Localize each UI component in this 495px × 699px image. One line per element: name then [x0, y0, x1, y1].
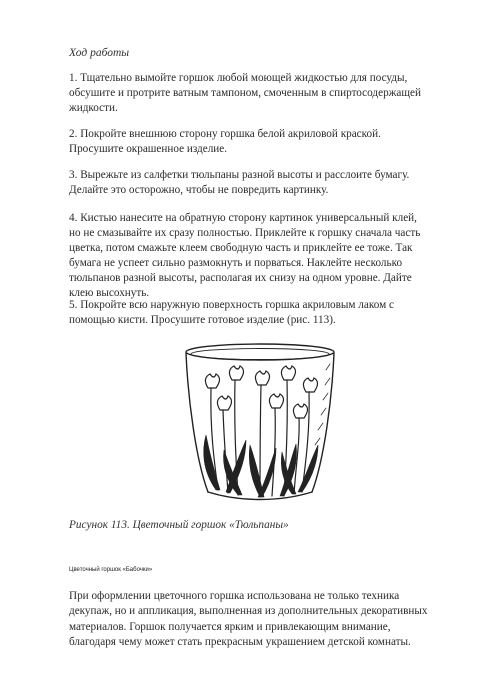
section-heading: Ход работы — [69, 47, 130, 59]
step-5: 5. Покройте всю наружную поверхность горшка акриловым лаком с помощью кисти. Просушите готовое изделие (рис. 113). — [69, 299, 394, 326]
body-paragraph: При оформлении цветочного горшка использована не только техника декупаж, но и аппликация, выполненная из дополнительных декоративных материалов. Горшок получается ярким и привлекающим внимание, благодаря чему может стать прекрасным украшением детской комнаты. — [69, 590, 428, 649]
step-3: 3. Вырежьте из салфетки тюльпаны разной высоты и расслоите бумагу. Делайте это осторожно, чтобы не повредить картинку. — [69, 169, 410, 196]
step-2: 2. Покройте внешнюю сторону горшка белой акриловой краской. Просушите окрашенное изделие. — [69, 128, 381, 155]
section-subtitle: Цветочный горшок «Бабочки» — [69, 567, 153, 573]
figure-caption: Рисунок 113. Цветочный горшок «Тюльпаны» — [69, 519, 289, 531]
step-1: 1. Тщательно вымойте горшок любой моющей жидкостью для посуды, обсушите и протрите ватным тампоном, смоченным в спиртосодержащей жидкости. — [69, 72, 421, 114]
step-4: 4. Кистью нанесите на обратную сторону картинок универсальный клей, но не смазывайте их сразу полностью. Приклейте к горшку сначала часть цветка, потом смажьте клеем свободную часть и приклейте ее тоже. Так бумага не успеет сильно размокнуть и порваться. Наклейте несколько тюльпанов разной высоты, располагая их снизу на одном уровне. Дайте клею высохнуть. — [69, 212, 421, 299]
tulip-pot-illustration — [180, 340, 340, 510]
